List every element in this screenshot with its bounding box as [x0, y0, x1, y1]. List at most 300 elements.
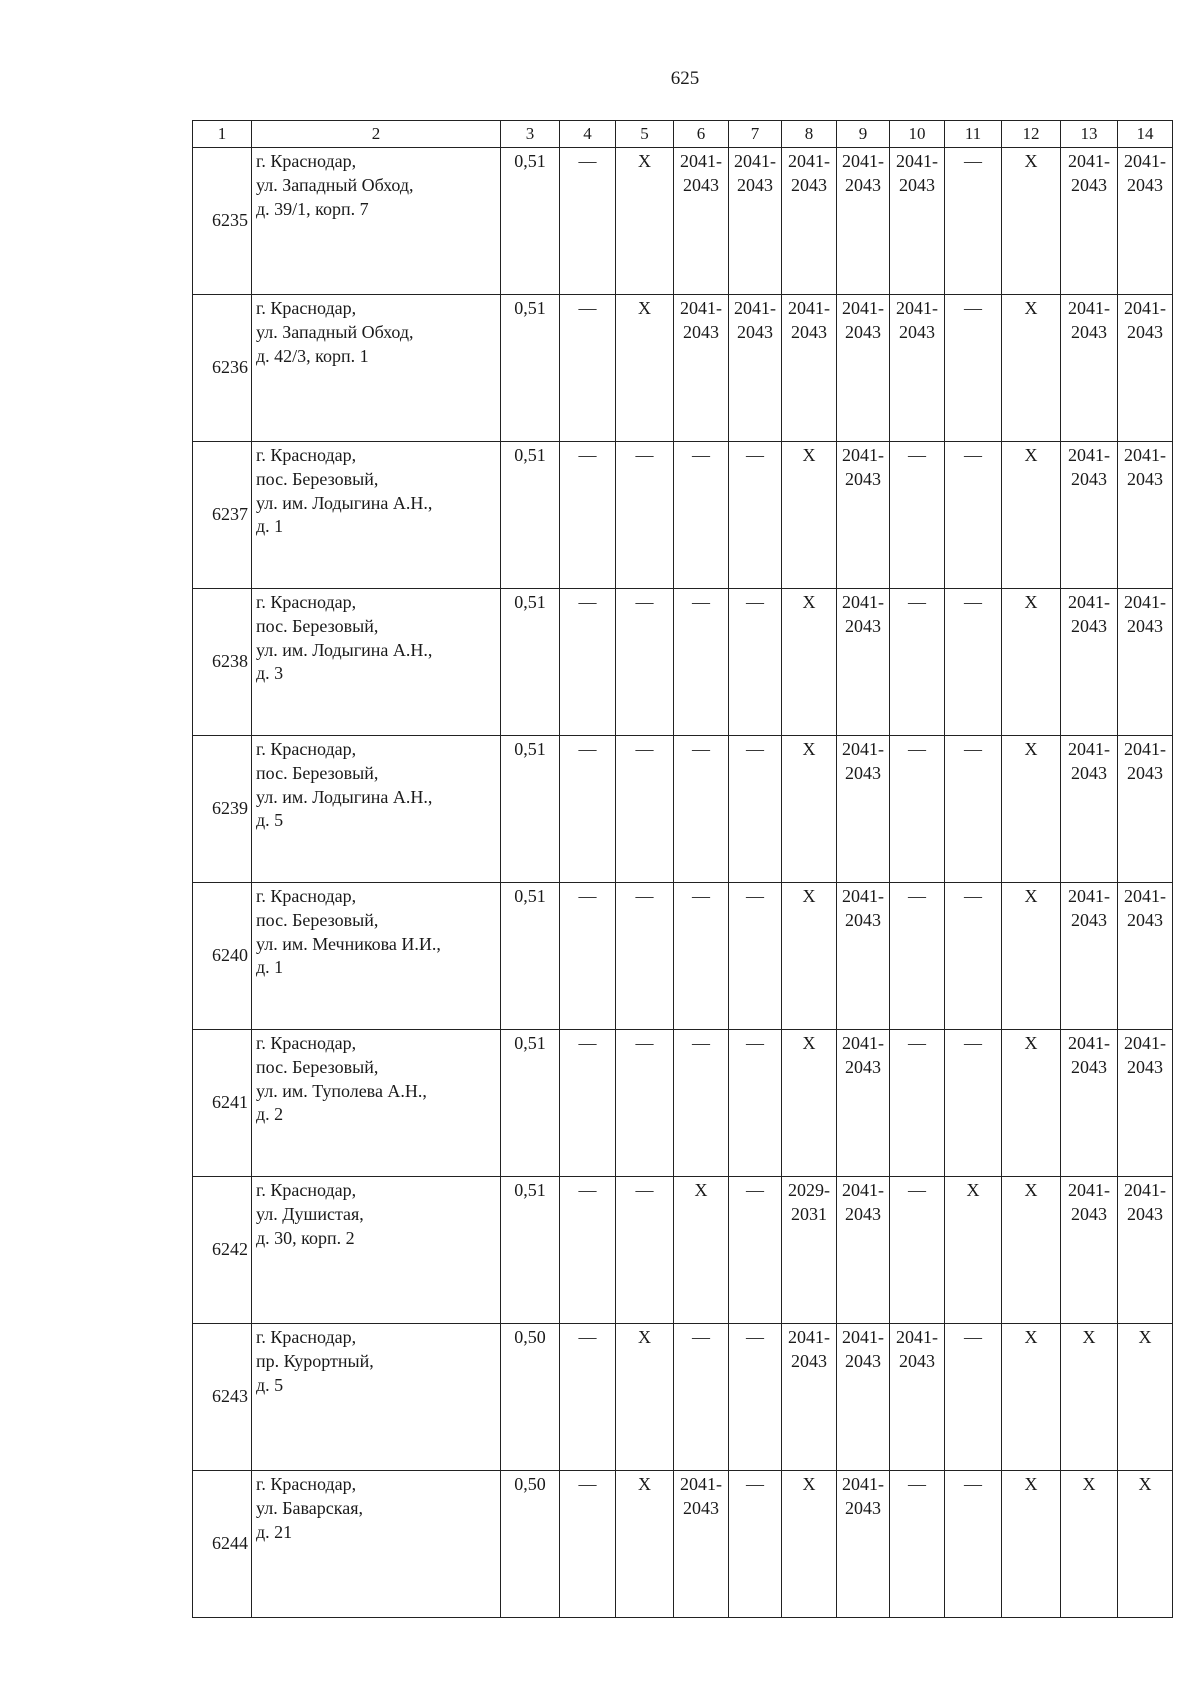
cell-line: 2041- — [842, 1180, 884, 1200]
cell-line: 2043 — [899, 174, 935, 195]
cell-line: 2041- — [1124, 445, 1166, 465]
cell-line: X — [802, 1474, 816, 1494]
value-cell-col-8 — [782, 148, 837, 295]
address-line: пос. Березовый, — [256, 615, 379, 636]
cell-line: X — [802, 739, 816, 759]
value-cell-col-11 — [945, 1030, 1002, 1177]
column-header-5: 5 — [616, 121, 674, 148]
address-cell — [252, 1030, 501, 1177]
cell-line: — — [746, 1474, 764, 1494]
row-number: 6238 — [193, 589, 252, 736]
cell-line: 2041- — [680, 1474, 722, 1494]
value-cell-col-11 — [945, 1324, 1002, 1471]
table-row — [193, 295, 1173, 442]
table-row — [193, 442, 1173, 589]
value-cell-col-6 — [674, 1030, 729, 1177]
value-cell-col-12 — [1002, 883, 1061, 1030]
address-line: д. 2 — [256, 1104, 284, 1125]
value-cell-col-11 — [945, 295, 1002, 442]
value-cell-col-4 — [560, 295, 616, 442]
value-cell-col-14 — [1118, 1471, 1173, 1618]
value-cell-col-9 — [837, 442, 890, 589]
value-cell-col-14 — [1118, 1324, 1173, 1471]
cell-line: 2043 — [1127, 174, 1163, 195]
cell-line: 2041- — [1068, 592, 1110, 612]
value-cell-col-3 — [501, 736, 560, 883]
value-cell-col-5 — [616, 589, 674, 736]
value-cell-col-13 — [1061, 442, 1118, 589]
address-line: г. Краснодар, — [256, 1033, 357, 1053]
value-cell-col-4 — [560, 589, 616, 736]
column-header-1: 1 — [193, 121, 252, 148]
value-cell-col-7 — [729, 1177, 782, 1324]
value-cell-col-10 — [890, 148, 945, 295]
cell-line: 2043 — [683, 1497, 719, 1518]
value-cell-col-12 — [1002, 295, 1061, 442]
value-cell-col-9 — [837, 736, 890, 883]
cell-line: — — [746, 592, 764, 612]
address-line: г. Краснодар, — [256, 1327, 357, 1347]
cell-line: — — [692, 1033, 710, 1053]
value-cell-col-6 — [674, 295, 729, 442]
address-line: д. 39/1, корп. 7 — [256, 198, 369, 219]
value-cell-col-13 — [1061, 736, 1118, 883]
cell-line: — — [964, 592, 982, 612]
value-cell-col-8 — [782, 1471, 837, 1618]
cell-line: X — [1024, 445, 1038, 465]
cell-line: — — [908, 886, 926, 906]
cell-line: X — [802, 1033, 816, 1053]
cell-line: 2043 — [1071, 1056, 1107, 1077]
cell-line: 2043 — [683, 174, 719, 195]
address-line: пос. Березовый, — [256, 762, 379, 783]
value-cell-col-6 — [674, 148, 729, 295]
cell-line: 2043 — [1127, 1056, 1163, 1077]
value-cell-col-5 — [616, 1030, 674, 1177]
cell-line: 2041- — [680, 151, 722, 171]
address-line: д. 3 — [256, 663, 284, 684]
cell-line: X — [802, 445, 816, 465]
cell-line: 2043 — [791, 321, 827, 342]
cell-line: — — [908, 1180, 926, 1200]
cell-line: 0,51 — [514, 739, 546, 759]
value-cell-col-11 — [945, 1177, 1002, 1324]
value-cell-col-10 — [890, 1471, 945, 1618]
value-cell-col-14 — [1118, 736, 1173, 883]
cell-line: 2043 — [1127, 615, 1163, 636]
value-cell-col-3 — [501, 295, 560, 442]
cell-line: — — [964, 1033, 982, 1053]
value-cell-col-13 — [1061, 589, 1118, 736]
address-line: ул. Западный Обход, — [256, 174, 414, 195]
cell-line: 2043 — [737, 174, 773, 195]
cell-line: — — [578, 1327, 597, 1347]
cell-line: — — [578, 739, 597, 759]
value-cell-col-10 — [890, 295, 945, 442]
value-cell-col-4 — [560, 1177, 616, 1324]
address-line: ул. Баварская, — [256, 1497, 363, 1518]
table-row — [193, 589, 1173, 736]
value-cell-col-7 — [729, 736, 782, 883]
address-line: ул. им. Мечникова И.И., — [256, 933, 441, 954]
value-cell-col-8 — [782, 442, 837, 589]
cell-line: — — [578, 1180, 597, 1200]
cell-line: — — [692, 445, 710, 465]
cell-line: 2043 — [845, 1056, 881, 1077]
value-cell-col-4 — [560, 148, 616, 295]
row-number: 6237 — [193, 442, 252, 589]
value-cell-col-13 — [1061, 148, 1118, 295]
value-cell-col-3 — [501, 883, 560, 1030]
cell-line: 2041- — [788, 151, 830, 171]
value-cell-col-12 — [1002, 589, 1061, 736]
value-cell-col-8 — [782, 883, 837, 1030]
value-cell-col-12 — [1002, 148, 1061, 295]
value-cell-col-14 — [1118, 1030, 1173, 1177]
cell-line: X — [1024, 739, 1038, 759]
cell-line: — — [908, 445, 926, 465]
row-number: 6239 — [193, 736, 252, 883]
address-line: д. 5 — [256, 810, 284, 831]
cell-line: 2043 — [1071, 321, 1107, 342]
value-cell-col-13 — [1061, 1324, 1118, 1471]
cell-line: 2043 — [899, 321, 935, 342]
address-line: д. 5 — [256, 1374, 284, 1395]
table-row — [193, 883, 1173, 1030]
cell-line: 2041- — [734, 298, 776, 318]
value-cell-col-14 — [1118, 442, 1173, 589]
cell-line: X — [802, 592, 816, 612]
cell-line: — — [578, 1474, 597, 1494]
value-cell-col-11 — [945, 589, 1002, 736]
cell-line: 2041- — [1124, 739, 1166, 759]
value-cell-col-8 — [782, 1177, 837, 1324]
address-cell — [252, 589, 501, 736]
address-cell — [252, 883, 501, 1030]
cell-line: 2041- — [1124, 592, 1166, 612]
cell-line: — — [964, 1327, 982, 1347]
address-line: пос. Березовый, — [256, 909, 379, 930]
cell-line: X — [1082, 1474, 1096, 1494]
table-body — [193, 148, 1173, 1618]
value-cell-col-11 — [945, 442, 1002, 589]
cell-line: 0,50 — [514, 1474, 546, 1494]
cell-line: — — [635, 1033, 654, 1053]
cell-line: — — [635, 739, 654, 759]
cell-line: 2041- — [788, 1327, 830, 1347]
row-number: 6244 — [193, 1471, 252, 1618]
address-cell — [252, 442, 501, 589]
cell-line: X — [1024, 886, 1038, 906]
cell-line: X — [1024, 1033, 1038, 1053]
cell-line: 0,51 — [514, 298, 546, 318]
cell-line: — — [692, 592, 710, 612]
value-cell-col-10 — [890, 442, 945, 589]
value-cell-col-11 — [945, 883, 1002, 1030]
cell-line: 2043 — [1127, 321, 1163, 342]
cell-line: 2043 — [1071, 909, 1107, 930]
cell-line: — — [746, 1327, 764, 1347]
value-cell-col-13 — [1061, 295, 1118, 442]
row-number: 6241 — [193, 1030, 252, 1177]
address-line: г. Краснодар, — [256, 151, 357, 171]
cell-line: 2043 — [845, 321, 881, 342]
value-cell-col-5 — [616, 1471, 674, 1618]
cell-line: — — [692, 886, 710, 906]
cell-line: 0,51 — [514, 445, 546, 465]
value-cell-col-5 — [616, 295, 674, 442]
table-row — [193, 1471, 1173, 1618]
cell-line: 2041- — [842, 592, 884, 612]
cell-line: 0,51 — [514, 592, 546, 612]
cell-line: 2041- — [788, 298, 830, 318]
cell-line: X — [1024, 298, 1038, 318]
cell-line: 2043 — [845, 1203, 881, 1224]
address-line: д. 1 — [256, 516, 284, 537]
value-cell-col-6 — [674, 736, 729, 883]
cell-line: X — [1082, 1327, 1096, 1347]
column-header-8: 8 — [782, 121, 837, 148]
row-number: 6235 — [193, 148, 252, 295]
column-header-7: 7 — [729, 121, 782, 148]
cell-line: — — [908, 592, 926, 612]
value-cell-col-11 — [945, 1471, 1002, 1618]
cell-line: 2043 — [1071, 615, 1107, 636]
address-line: ул. им. Лодыгина А.Н., — [256, 492, 433, 513]
value-cell-col-9 — [837, 589, 890, 736]
column-header-6: 6 — [674, 121, 729, 148]
cell-line: X — [1024, 592, 1038, 612]
value-cell-col-9 — [837, 295, 890, 442]
cell-line: 2041- — [680, 298, 722, 318]
cell-line: 2029- — [788, 1180, 830, 1200]
value-cell-col-9 — [837, 1471, 890, 1618]
cell-line: 2041- — [842, 886, 884, 906]
cell-line: — — [578, 151, 597, 171]
value-cell-col-4 — [560, 736, 616, 883]
address-line: г. Краснодар, — [256, 592, 357, 612]
value-cell-col-5 — [616, 1177, 674, 1324]
column-header-12: 12 — [1002, 121, 1061, 148]
cell-line: 2041- — [896, 298, 938, 318]
value-cell-col-5 — [616, 1324, 674, 1471]
value-cell-col-13 — [1061, 1471, 1118, 1618]
cell-line: 2041- — [842, 1474, 884, 1494]
address-line: г. Краснодар, — [256, 445, 357, 465]
cell-line: 2041- — [1124, 298, 1166, 318]
value-cell-col-12 — [1002, 1324, 1061, 1471]
cell-line: — — [635, 886, 654, 906]
cell-line: 2043 — [845, 1497, 881, 1518]
value-cell-col-6 — [674, 1471, 729, 1618]
cell-line: 2043 — [791, 174, 827, 195]
value-cell-col-6 — [674, 883, 729, 1030]
cell-line: X — [802, 886, 816, 906]
cell-line: 2041- — [1068, 445, 1110, 465]
cell-line: X — [1024, 1474, 1038, 1494]
value-cell-col-12 — [1002, 1177, 1061, 1324]
row-number: 6242 — [193, 1177, 252, 1324]
cell-line: — — [578, 445, 597, 465]
value-cell-col-4 — [560, 1030, 616, 1177]
address-line: пр. Курортный, — [256, 1350, 374, 1371]
cell-line: 2041- — [1068, 298, 1110, 318]
value-cell-col-10 — [890, 1030, 945, 1177]
value-cell-col-7 — [729, 883, 782, 1030]
value-cell-col-5 — [616, 148, 674, 295]
cell-line: X — [1024, 151, 1038, 171]
cell-line: 2041- — [896, 1327, 938, 1347]
value-cell-col-6 — [674, 1177, 729, 1324]
cell-line: — — [964, 151, 982, 171]
cell-line: 2043 — [791, 1350, 827, 1371]
value-cell-col-9 — [837, 1324, 890, 1471]
cell-line: X — [638, 1327, 651, 1347]
cell-line: 2043 — [845, 468, 881, 489]
cell-line: X — [1024, 1180, 1038, 1200]
value-cell-col-8 — [782, 736, 837, 883]
value-cell-col-3 — [501, 148, 560, 295]
value-cell-col-10 — [890, 1324, 945, 1471]
value-cell-col-10 — [890, 589, 945, 736]
cell-line: 2043 — [737, 321, 773, 342]
cell-line: — — [908, 1474, 926, 1494]
value-cell-col-4 — [560, 1324, 616, 1471]
column-header-2: 2 — [252, 121, 501, 148]
cell-line: 2043 — [1071, 468, 1107, 489]
table-row — [193, 1324, 1173, 1471]
address-cell — [252, 148, 501, 295]
value-cell-col-14 — [1118, 1177, 1173, 1324]
header-row — [193, 121, 1173, 148]
address-line: ул. им. Лодыгина А.Н., — [256, 639, 433, 660]
cell-line: — — [746, 886, 764, 906]
cell-line: 2041- — [1068, 1033, 1110, 1053]
table-row — [193, 1030, 1173, 1177]
cell-line: 2043 — [1071, 762, 1107, 783]
value-cell-col-4 — [560, 442, 616, 589]
cell-line: — — [578, 298, 597, 318]
cell-line: X — [638, 298, 651, 318]
cell-line: 2041- — [1068, 886, 1110, 906]
value-cell-col-3 — [501, 1030, 560, 1177]
value-cell-col-12 — [1002, 736, 1061, 883]
table-row — [193, 148, 1173, 295]
value-cell-col-12 — [1002, 1471, 1061, 1618]
cell-line: 2041- — [1124, 1180, 1166, 1200]
address-line: ул. Западный Обход, — [256, 321, 414, 342]
value-cell-col-7 — [729, 148, 782, 295]
address-line: г. Краснодар, — [256, 739, 357, 759]
cell-line: 2041- — [1124, 151, 1166, 171]
cell-line: 0,50 — [514, 1327, 546, 1347]
cell-line: — — [964, 298, 982, 318]
cell-line: — — [635, 592, 654, 612]
cell-line: X — [1138, 1474, 1152, 1494]
value-cell-col-14 — [1118, 295, 1173, 442]
cell-line: 2041- — [734, 151, 776, 171]
cell-line: 2043 — [845, 174, 881, 195]
cell-line: 2043 — [1127, 762, 1163, 783]
value-cell-col-5 — [616, 442, 674, 589]
address-cell — [252, 1177, 501, 1324]
value-cell-col-6 — [674, 1324, 729, 1471]
value-cell-col-7 — [729, 1471, 782, 1618]
cell-line: 2043 — [1127, 909, 1163, 930]
cell-line: — — [964, 886, 982, 906]
cell-line: 2031 — [791, 1203, 827, 1224]
cell-line: — — [692, 1327, 710, 1347]
value-cell-col-8 — [782, 1324, 837, 1471]
cell-line: X — [966, 1180, 980, 1200]
schedule-table — [192, 120, 1173, 1618]
cell-line: — — [964, 1474, 982, 1494]
value-cell-col-11 — [945, 148, 1002, 295]
address-line: пос. Березовый, — [256, 468, 379, 489]
cell-line: 2041- — [842, 151, 884, 171]
cell-line: X — [638, 151, 651, 171]
value-cell-col-13 — [1061, 883, 1118, 1030]
value-cell-col-4 — [560, 1471, 616, 1618]
value-cell-col-7 — [729, 589, 782, 736]
value-cell-col-9 — [837, 1030, 890, 1177]
cell-line: 0,51 — [514, 1180, 546, 1200]
cell-line: — — [578, 886, 597, 906]
address-line: д. 21 — [256, 1521, 293, 1542]
address-cell — [252, 736, 501, 883]
cell-line: 2043 — [1127, 1203, 1163, 1224]
value-cell-col-7 — [729, 1030, 782, 1177]
cell-line: 2043 — [1071, 1203, 1107, 1224]
cell-line: — — [964, 445, 982, 465]
address-cell — [252, 295, 501, 442]
value-cell-col-3 — [501, 1177, 560, 1324]
cell-line: 2041- — [842, 298, 884, 318]
value-cell-col-8 — [782, 295, 837, 442]
cell-line: — — [908, 1033, 926, 1053]
value-cell-col-12 — [1002, 442, 1061, 589]
address-cell — [252, 1471, 501, 1618]
value-cell-col-9 — [837, 148, 890, 295]
address-line: г. Краснодар, — [256, 1474, 357, 1494]
address-line: д. 42/3, корп. 1 — [256, 345, 369, 366]
address-line: д. 30, корп. 2 — [256, 1227, 355, 1248]
cell-line: — — [964, 739, 982, 759]
cell-line: — — [635, 445, 654, 465]
page-number: 625 — [670, 68, 700, 89]
table-row — [193, 1177, 1173, 1324]
value-cell-col-7 — [729, 1324, 782, 1471]
cell-line: 0,51 — [514, 886, 546, 906]
cell-line: — — [746, 1033, 764, 1053]
address-line: ул. Душистая, — [256, 1203, 364, 1224]
row-number: 6236 — [193, 295, 252, 442]
column-header-3: 3 — [501, 121, 560, 148]
column-header-4: 4 — [560, 121, 616, 148]
cell-line: 2041- — [842, 739, 884, 759]
column-header-13: 13 — [1061, 121, 1118, 148]
value-cell-col-10 — [890, 883, 945, 1030]
row-number: 6243 — [193, 1324, 252, 1471]
cell-line: 2043 — [845, 615, 881, 636]
cell-line: — — [578, 592, 597, 612]
value-cell-col-7 — [729, 295, 782, 442]
value-cell-col-6 — [674, 589, 729, 736]
cell-line: X — [638, 1474, 651, 1494]
address-line: г. Краснодар, — [256, 1180, 357, 1200]
cell-line: — — [578, 1033, 597, 1053]
cell-line: X — [1138, 1327, 1152, 1347]
